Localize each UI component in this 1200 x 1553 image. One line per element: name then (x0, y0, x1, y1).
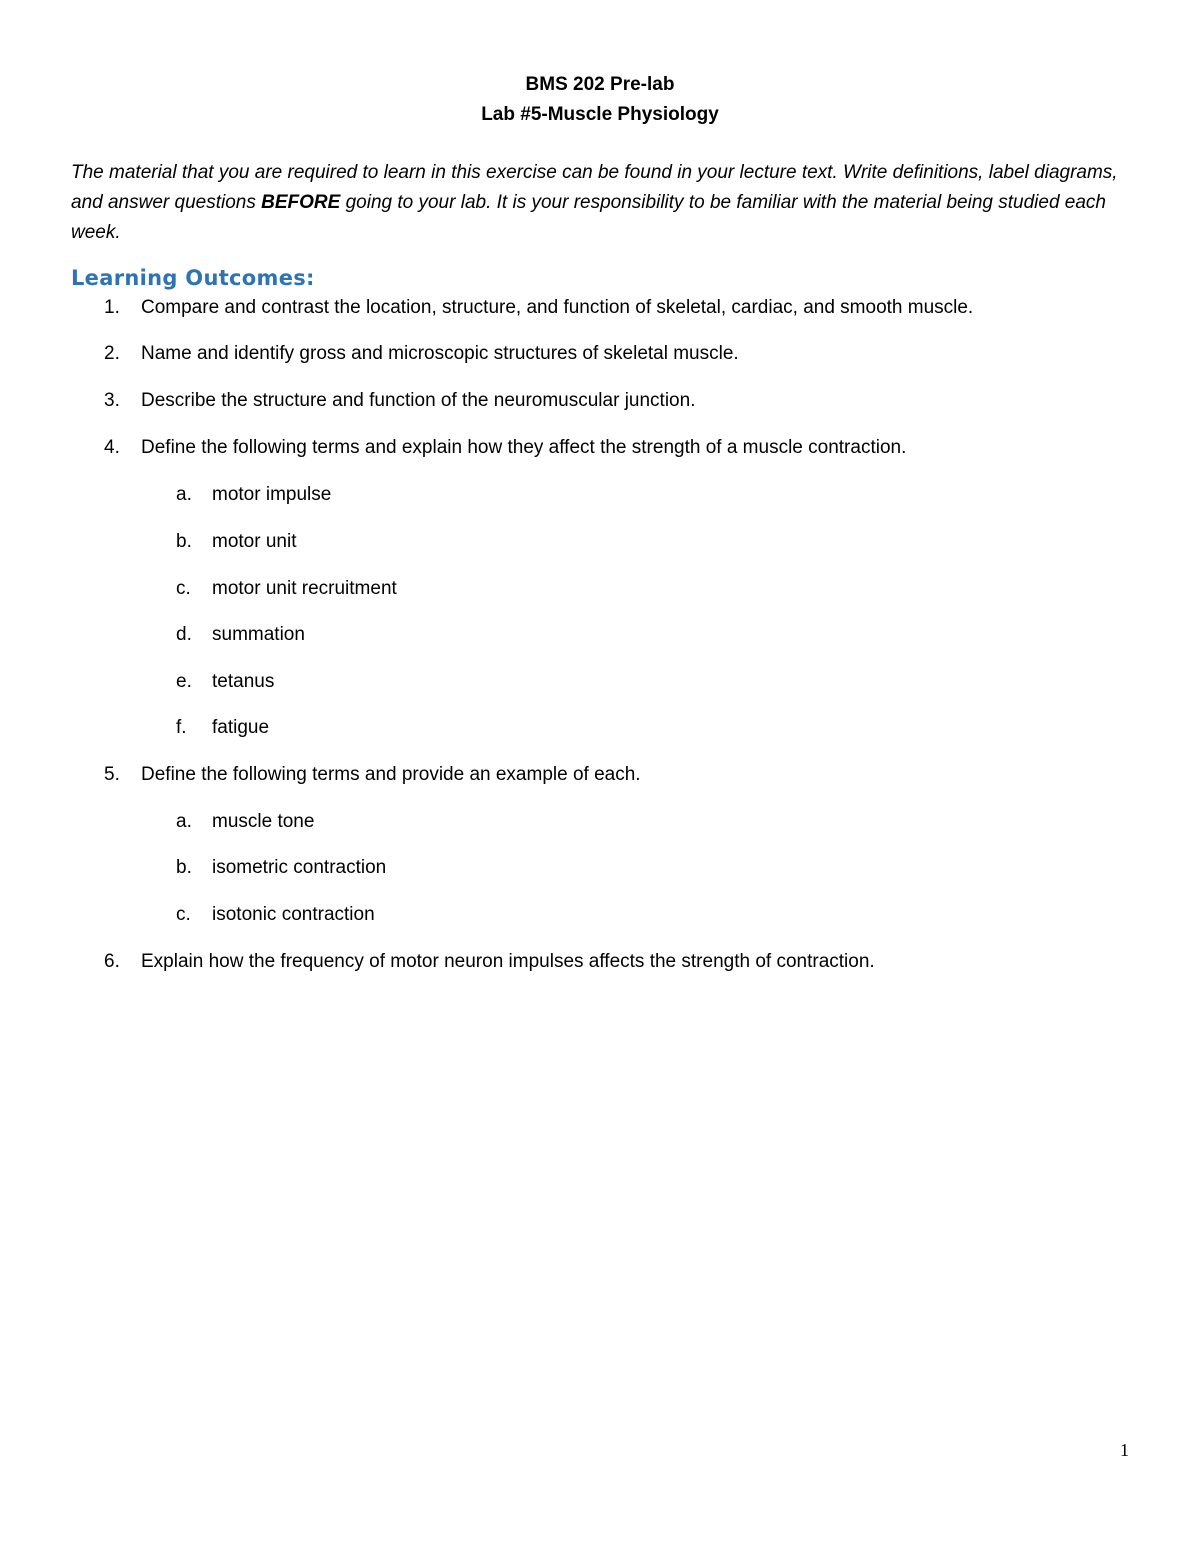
item-number: 6. (104, 951, 120, 972)
sub-letter: a. (176, 484, 192, 505)
sub-text: tetanus (212, 671, 275, 692)
page-number: 1 (1120, 1440, 1129, 1460)
sub-text: fatigue (212, 717, 270, 738)
item-text: Define the following terms and explain how they affect the strength of a muscle contraction. (141, 437, 907, 458)
item-number: 2. (104, 343, 120, 364)
sub-text: motor unit recruitment (212, 578, 397, 599)
intro-paragraph (71, 158, 1136, 248)
sub-letter: b. (176, 531, 192, 552)
sub-text: isometric contraction (212, 857, 387, 878)
item-text: Compare and contrast the location, structure, and function of skeletal, cardiac, and smooth muscle. (141, 297, 974, 318)
intro-text-1: The material that you are required to learn in this exercise can be found in your lecture text. Write definitions, label diagrams, and answer questions (71, 162, 1118, 213)
sub-letter: b. (176, 857, 192, 878)
intro-bold-text: BEFORE (261, 192, 341, 213)
document-title: BMS 202 Pre-lab (525, 74, 675, 95)
item-number: 5. (104, 764, 120, 785)
sub-text: summation (212, 624, 305, 645)
sub-text: muscle tone (212, 811, 315, 832)
section-heading: Learning Outcomes: (71, 266, 315, 290)
sub-text: motor unit (212, 531, 297, 552)
sub-letter: f. (176, 717, 187, 738)
item-number: 1. (104, 297, 120, 318)
item-text: Name and identify gross and microscopic structures of skeletal muscle. (141, 343, 739, 364)
intro-text-2: going to your lab. It is your responsibility to be familiar with the material being studied each week. (71, 192, 1106, 243)
sub-text: motor impulse (212, 484, 332, 505)
lab-title: Lab #5-Muscle Physiology (481, 104, 719, 125)
item-number: 3. (104, 390, 120, 411)
sub-letter: a. (176, 811, 192, 832)
sub-letter: d. (176, 624, 192, 645)
item-text: Explain how the frequency of motor neuron impulses affects the strength of contraction. (141, 951, 875, 972)
sub-letter: e. (176, 671, 192, 692)
item-text: Describe the structure and function of the neuromuscular junction. (141, 390, 696, 411)
item-text: Define the following terms and provide an example of each. (141, 764, 641, 785)
sub-letter: c. (176, 578, 191, 599)
sub-letter: c. (176, 904, 191, 925)
sub-text: isotonic contraction (212, 904, 375, 925)
item-number: 4. (104, 437, 120, 458)
